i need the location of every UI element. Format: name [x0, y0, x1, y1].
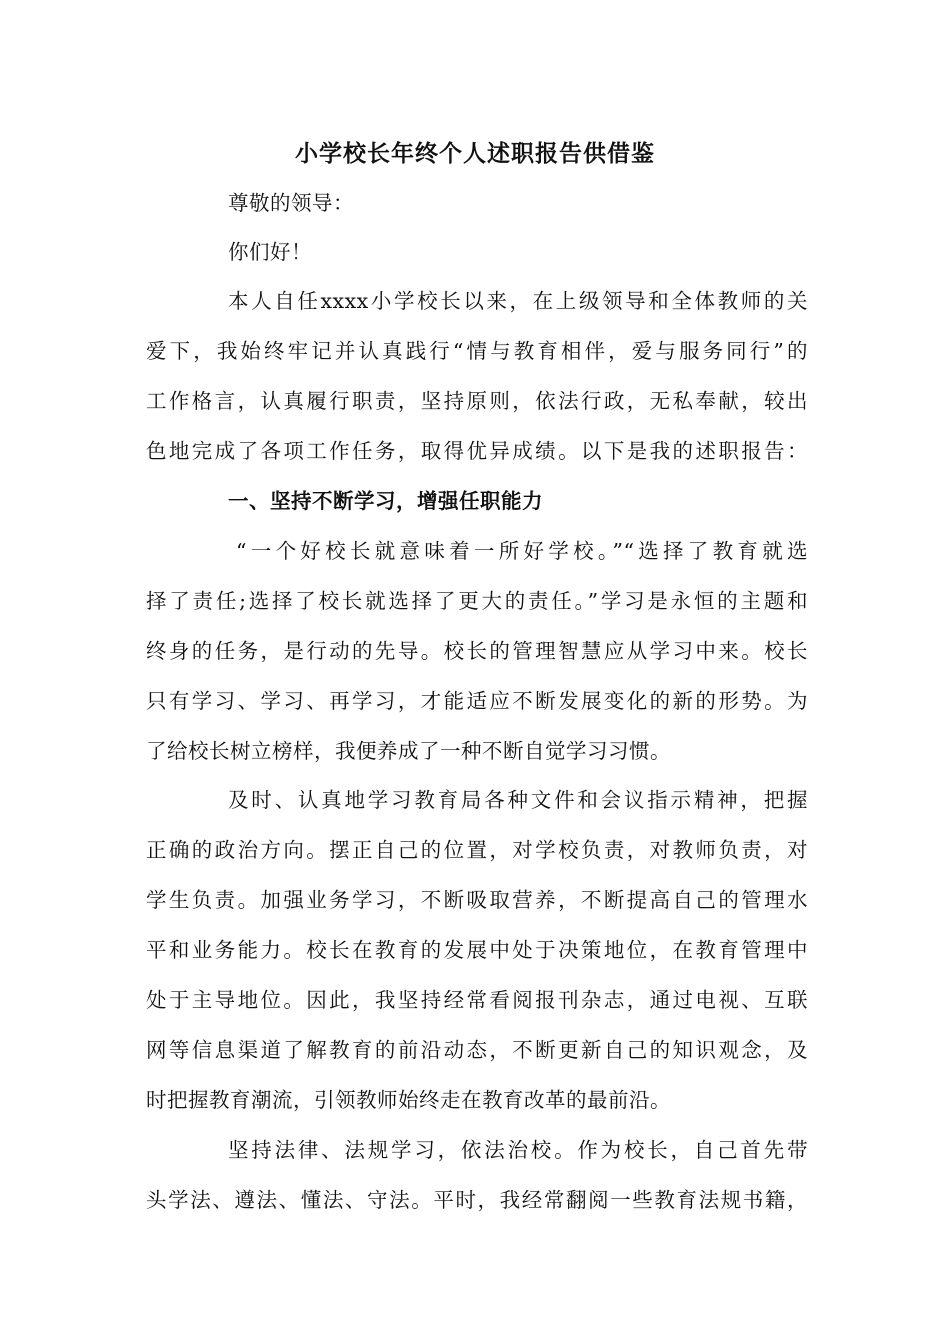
paragraph-3-line-5: 处于主导地位。因此，我坚持经常看阅报刊杂志，通过电视、互联: [146, 988, 808, 1012]
paragraph-3-line-7: 时把握教育潮流，引领教师始终走在教育改革的最前沿。: [146, 1088, 671, 1112]
section-1-heading: 一、坚持不断学习，增强任职能力: [228, 489, 543, 513]
paragraph-3-line-1: 及时、认真地学习教育局各种文件和会议指示精神，把握: [228, 788, 808, 812]
paragraph-2-line-2: 择了责任;选择了校长就选择了更大的责任。”学习是永恒的主题和: [146, 589, 808, 613]
paragraph-3-line-2: 正确的政治方向。摆正自己的位置，对学校负责，对教师负责，对: [146, 838, 808, 862]
paragraph-1-line-4: 色地完成了各项工作任务，取得优异成绩。以下是我的述职报告：: [146, 439, 808, 463]
paragraph-4-line-2: 头学法、遵法、懂法、守法。平时，我经常翻阅一些教育法规书籍，: [146, 1188, 808, 1212]
paragraph-2-line-5: 了给校长树立榜样，我便养成了一种不断自觉学习习惯。: [146, 739, 671, 763]
paragraph-4-line-1: 坚持法律、法规学习，依法治校。作为校长，自己首先带: [228, 1138, 808, 1162]
paragraph-1-line-1: 本人自任xxxx小学校长以来，在上级领导和全体教师的关: [228, 289, 808, 313]
paragraph-3-line-4: 平和业务能力。校长在教育的发展中处于决策地位，在教育管理中: [146, 938, 808, 962]
paragraph-2-line-3: 终身的任务，是行动的先导。校长的管理智慧应从学习中来。校长: [146, 639, 808, 663]
salutation: 尊敬的领导：: [228, 191, 354, 215]
paragraph-3-line-3: 学生负责。加强业务学习，不断吸取营养，不断提高自己的管理水: [146, 888, 808, 912]
document-title: 小学校长年终个人述职报告供借鉴: [295, 140, 655, 167]
paragraph-1-line-2: 爱下，我始终牢记并认真践行“情与教育相伴，爱与服务同行”的: [146, 339, 808, 363]
greeting: 你们好！: [228, 240, 312, 264]
paragraph-1-line-3: 工作格言，认真履行职责，坚持原则，依法行政，无私奉献，较出: [146, 389, 808, 413]
paragraph-2-line-4: 只有学习、学习、再学习，才能适应不断发展变化的新的形势。为: [146, 689, 808, 713]
paragraph-2-line-1: “一个好校长就意味着一所好学校。”“选择了教育就选: [236, 539, 808, 563]
paragraph-3-line-6: 网等信息渠道了解教育的前沿动态，不断更新自己的知识观念，及: [146, 1038, 808, 1062]
